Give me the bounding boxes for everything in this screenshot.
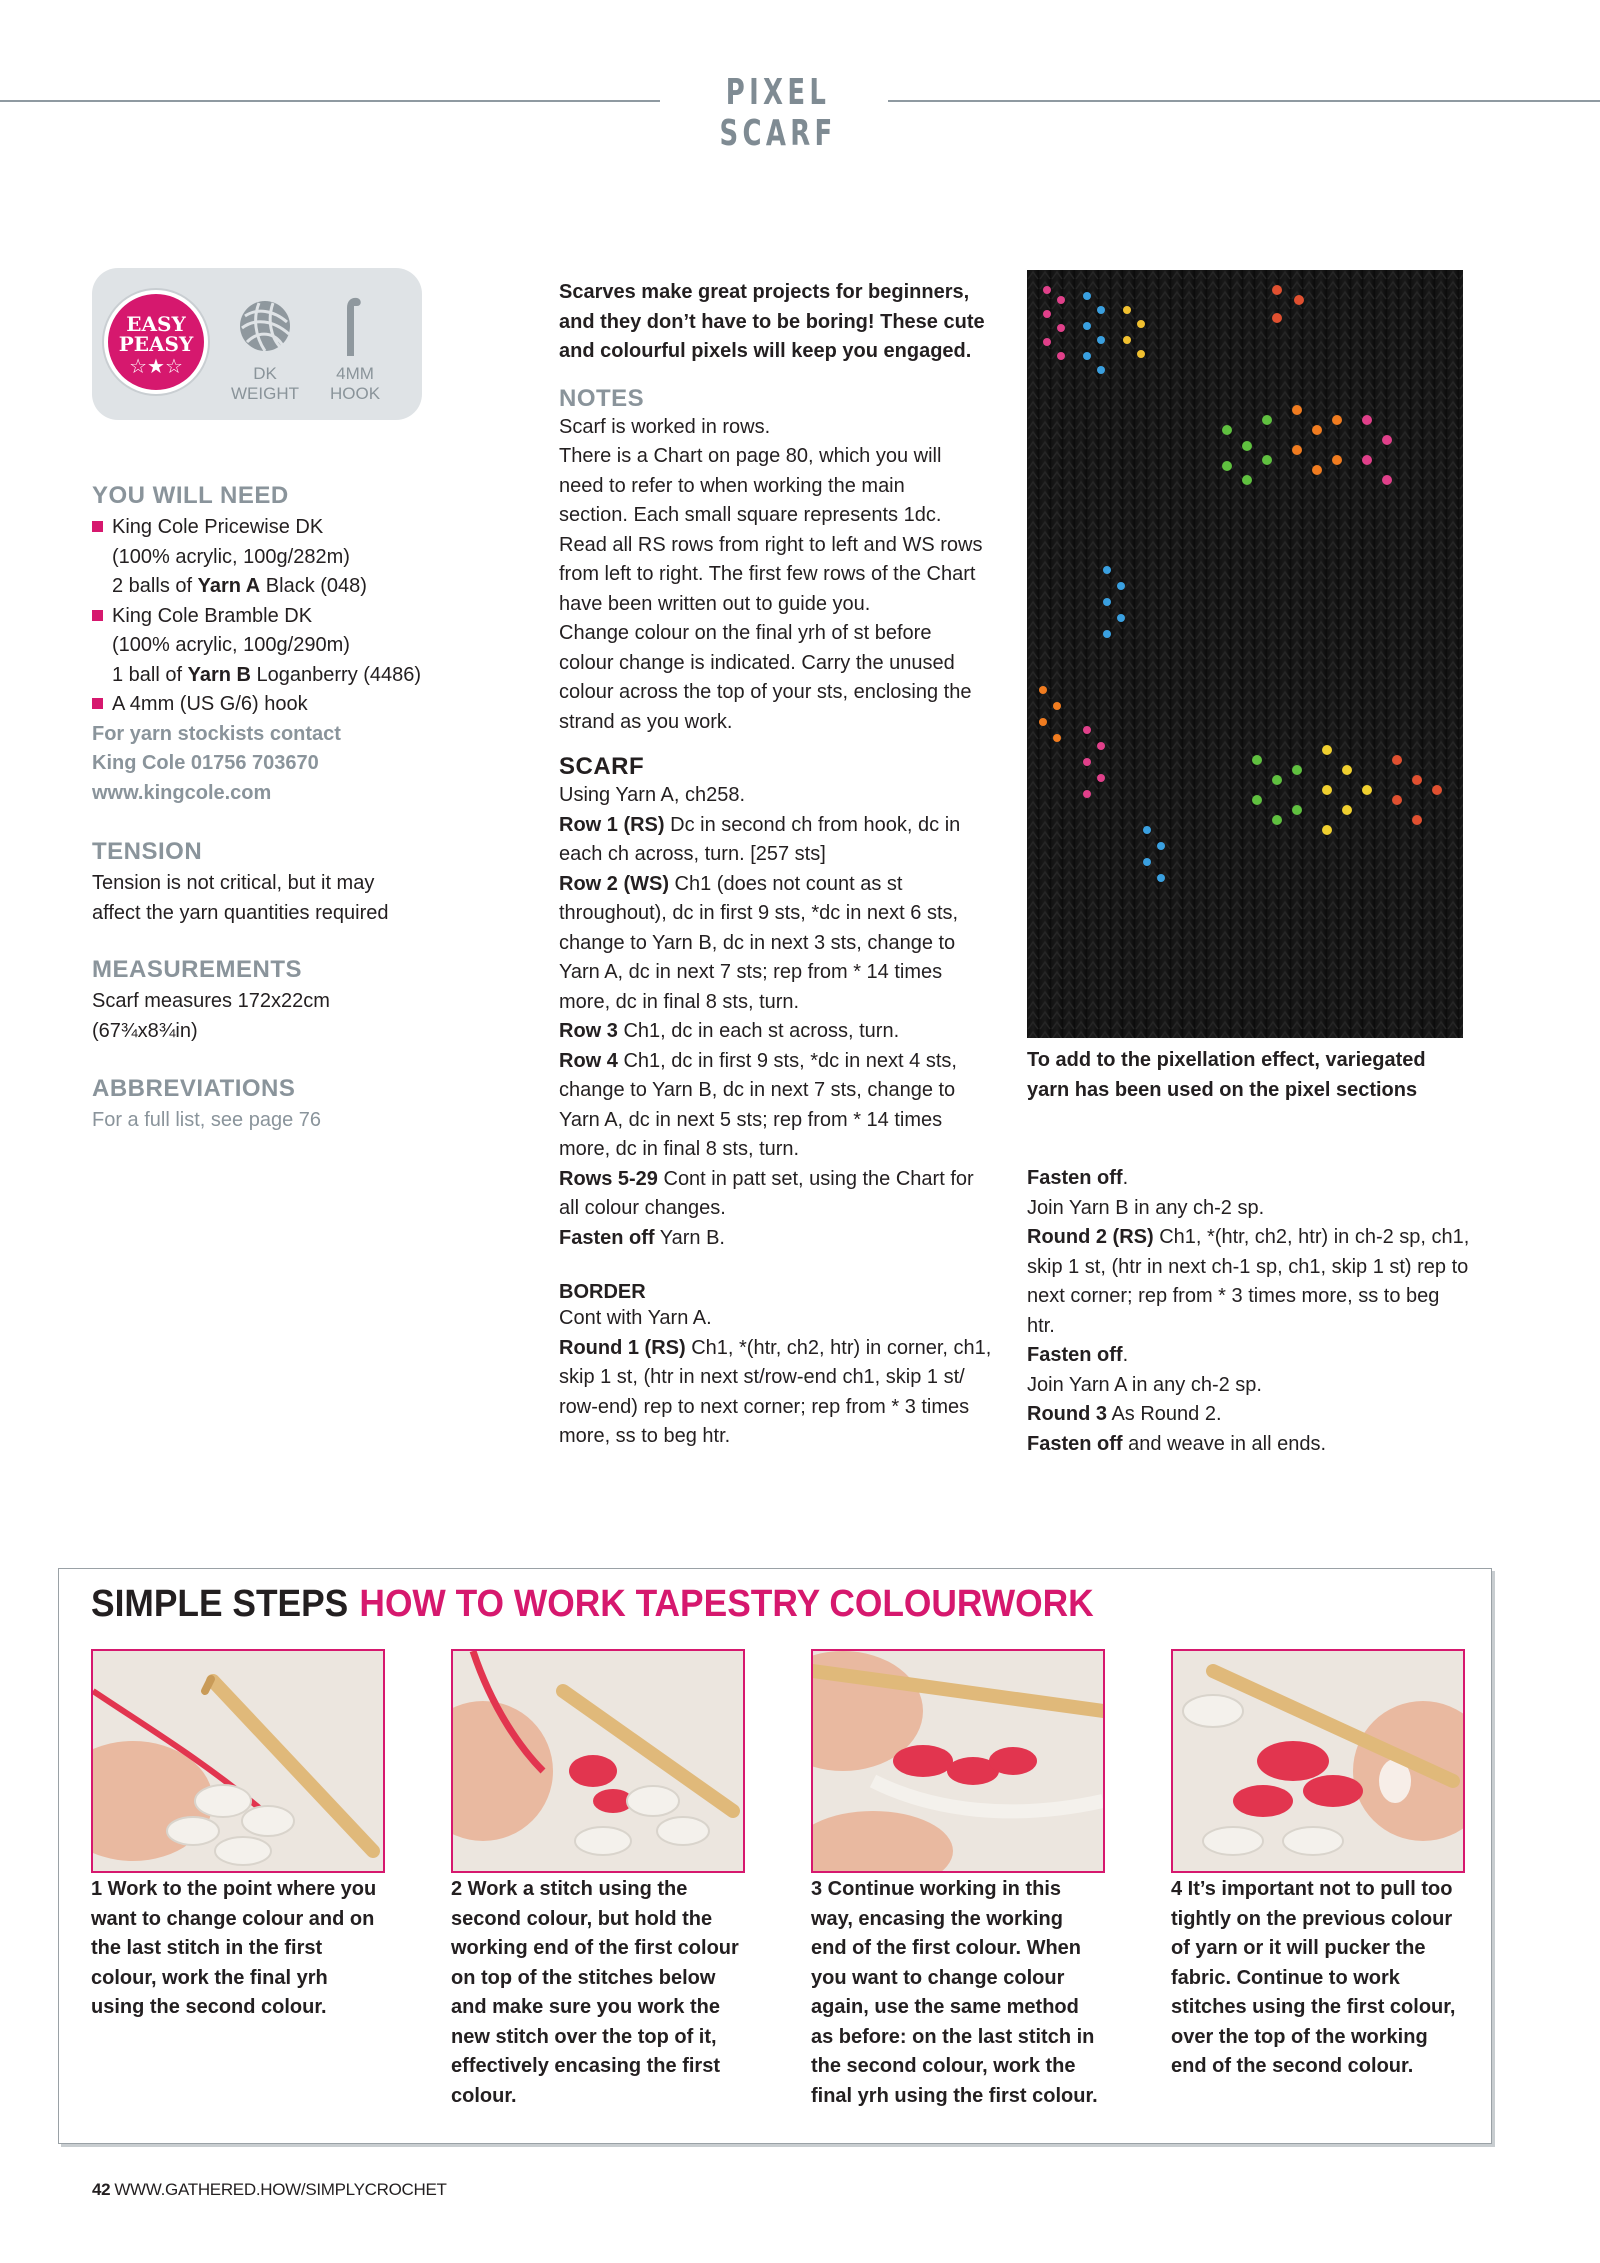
- step-line: you want to change colour: [811, 1966, 1065, 1989]
- step-2-text: [451, 1875, 751, 2111]
- step-line: of yarn or it will pucker the: [1171, 1937, 1426, 1959]
- step-line: [1171, 1875, 1471, 1905]
- difficulty-badge: [104, 290, 208, 394]
- step-line: tightly on the previous colour: [1171, 1907, 1453, 1930]
- item2-line3: [92, 661, 432, 691]
- row-text: Cont in patt set, using the Chart for: [657, 1167, 974, 1190]
- scarf-line: [559, 1047, 1009, 1077]
- step-line-text: Continue working in this: [822, 1878, 1062, 1900]
- notes-line: strand as you work.: [559, 710, 733, 733]
- border-line: [1027, 1164, 1477, 1194]
- notes-line: section. Each small square represents 1dc.: [559, 504, 942, 526]
- scarf-photo: [1027, 270, 1463, 1038]
- step-line: as before: on the last stitch in: [811, 2025, 1095, 2048]
- border-line: [1027, 1400, 1477, 1430]
- step-line: using the second colour.: [91, 1996, 327, 2018]
- measurements-heading: MEASUREMENTS: [92, 956, 303, 983]
- step-line: colour, work the final yrh: [91, 1966, 328, 1989]
- list-item: [92, 690, 432, 720]
- step-line: end of the first colour. When: [811, 1937, 1081, 1959]
- you-will-need-list: [92, 513, 432, 808]
- list-item: [92, 513, 432, 543]
- item1-line1: King Cole Pricewise DK: [112, 516, 324, 538]
- step-line: way, encasing the working: [811, 1907, 1063, 1930]
- step-line: [811, 1875, 1111, 1905]
- step-line: and make sure you work the: [451, 1996, 720, 2018]
- item2-colour: Loganberry (4486): [250, 663, 422, 686]
- scarf-line: [559, 870, 1009, 900]
- step-3-text: [811, 1875, 1111, 2111]
- border-line: Join Yarn B in any ch-2 sp.: [1027, 1196, 1265, 1219]
- row-label: Rows 5-29: [559, 1167, 658, 1190]
- simple-steps-subtitle: HOW TO WORK TAPESTRY COLOURWORK: [359, 1583, 1094, 1625]
- border-line: skip 1 st, (htr in next st/row-end ch1, skip 1 st/: [559, 1366, 965, 1388]
- scarf-line: change to Yarn B, dc in next 3 sts, change to: [559, 931, 956, 954]
- step-line-text: Work to the point where you: [102, 1878, 377, 1900]
- border-line: [1027, 1430, 1477, 1460]
- step-3-photo: [811, 1649, 1105, 1873]
- simple-steps-box: [58, 1568, 1492, 2144]
- item1-colour: Black (048): [260, 575, 367, 597]
- border-line: Cont with Yarn A.: [559, 1307, 712, 1329]
- hook-label-line1: 4MM: [336, 364, 374, 383]
- weight-label-line2: WEIGHT: [231, 384, 299, 403]
- border-continuation: [1027, 1164, 1477, 1459]
- list-item: [92, 602, 432, 632]
- scarf-line: Using Yarn A, ch258.: [559, 784, 746, 806]
- item3: A 4mm (US G/6) hook: [112, 693, 308, 715]
- weight-label: [220, 364, 310, 404]
- border-line: Join Yarn A in any ch-2 sp.: [1027, 1373, 1262, 1396]
- step-line: [91, 1875, 391, 1905]
- measurements-line2: (67¾x8¾in): [92, 1019, 198, 1042]
- round-text: and weave in all ends.: [1122, 1432, 1327, 1455]
- stockists-line2: King Cole 01756 703670: [92, 752, 319, 774]
- item1-yarn: Yarn A: [197, 575, 261, 597]
- step-line: the second colour, work the: [811, 2055, 1076, 2077]
- header-rule-left: [0, 100, 660, 102]
- round-label: Round 2 (RS): [1027, 1226, 1154, 1248]
- item2-line2: (100% acrylic, 100g/290m): [112, 634, 350, 656]
- header-rule-right: [888, 100, 1600, 102]
- step-line: again, use the same method: [811, 1996, 1079, 2018]
- crochet-hook-icon: [338, 294, 368, 358]
- scarf-instructions: [559, 781, 1009, 1253]
- scarf-line: Yarn A, dc in next 5 sts; rep from * 14 times: [559, 1108, 943, 1131]
- step-line: fabric. Continue to work: [1171, 1966, 1400, 1989]
- round-text: Ch1, *(htr, ch2, htr) in corner, ch1,: [685, 1336, 992, 1359]
- bullet-square-icon: [92, 698, 103, 709]
- item2-yarn: Yarn B: [187, 663, 251, 686]
- middle-column: [559, 278, 1009, 1452]
- step-number: 1: [91, 1878, 103, 1900]
- abbreviations-text: For a full list, see page 76: [92, 1109, 322, 1131]
- scarf-line: throughout), dc in first 9 sts, *dc in next 6 sts,: [559, 902, 959, 924]
- row-text: Ch1, dc in first 9 sts, *dc in next 4 sts,: [617, 1049, 957, 1072]
- row-label: Row 2 (WS): [559, 872, 669, 895]
- item1-line2: (100% acrylic, 100g/282m): [112, 545, 350, 568]
- abbreviations-heading: ABBREVIATIONS: [92, 1075, 296, 1102]
- border-line: htr.: [1027, 1314, 1055, 1337]
- you-will-need-heading: YOU WILL NEED: [92, 482, 289, 509]
- step-number: 2: [451, 1878, 463, 1900]
- step-4-photo-art: [1173, 1651, 1463, 1871]
- border-line: [1027, 1341, 1477, 1371]
- step-line: the last stitch in the first: [91, 1937, 323, 1959]
- fasten-off-label: Fasten off: [1027, 1344, 1123, 1366]
- item1-qty: 2 balls of: [112, 575, 198, 597]
- scarf-line: [559, 811, 1009, 841]
- scarf-photo-art: [1027, 270, 1463, 1038]
- round-text: .: [1122, 1167, 1129, 1189]
- notes-line: colour across the top of your sts, enclosing the: [559, 681, 972, 703]
- step-line: end of the second colour.: [1171, 2055, 1414, 2077]
- border-instructions: [559, 1304, 1009, 1452]
- notes-line: Change colour on the final yrh of st before: [559, 622, 932, 644]
- row-text: Yarn B.: [654, 1226, 725, 1249]
- round-label: Round 1 (RS): [559, 1336, 686, 1359]
- hook-label: [310, 364, 400, 404]
- step-4-photo: [1171, 1649, 1465, 1873]
- step-line: new stitch over the top of it,: [451, 2025, 717, 2048]
- step-line: want to change colour and on: [91, 1907, 375, 1930]
- caption-line2: yarn has been used on the pixel sections: [1027, 1078, 1418, 1101]
- border-line: more, ss to beg htr.: [559, 1425, 731, 1447]
- item2-qty: 1 ball of: [112, 663, 188, 686]
- row-text: Ch1, dc in each st across, turn.: [617, 1020, 900, 1042]
- notes-heading: NOTES: [559, 384, 645, 412]
- page-footer: [92, 2180, 447, 2200]
- intro-line2: and they don’t have to be boring! These cute: [559, 310, 985, 333]
- border-line: next corner; rep from * 3 times more, ss to beg: [1027, 1285, 1440, 1307]
- row-text: Ch1 (does not count as st: [669, 872, 903, 895]
- scarf-line: [559, 1017, 1009, 1047]
- row-text: Dc in second ch from hook, dc in: [664, 813, 961, 836]
- measurements-line1: Scarf measures 172x22cm: [92, 990, 330, 1012]
- step-line: over the top of the working: [1171, 2025, 1428, 2048]
- bullet-square-icon: [92, 521, 103, 532]
- fasten-off-label: Fasten off: [1027, 1167, 1123, 1189]
- notes-line: from left to right. The first few rows of the Chart: [559, 563, 976, 585]
- intro-text: [559, 278, 1009, 367]
- step-2-photo: [451, 1649, 745, 1873]
- row-label: Row 4: [559, 1049, 618, 1072]
- step-line: stitches using the first colour,: [1171, 1996, 1456, 2018]
- step-line: final yrh using the first colour.: [811, 2084, 1098, 2107]
- step-3-photo-art: [813, 1651, 1103, 1871]
- step-1-photo-art: [93, 1651, 383, 1871]
- simple-steps-title: [91, 1583, 1094, 1626]
- hook-label-line2: HOOK: [329, 384, 381, 403]
- notes-text: [559, 413, 1009, 738]
- step-1-photo: [91, 1649, 385, 1873]
- weight-label-line1: DK: [253, 364, 277, 383]
- tension-text: [92, 869, 432, 928]
- notes-line: colour change is indicated. Carry the unused: [559, 651, 955, 674]
- scarf-line: [559, 1165, 1009, 1195]
- scarf-line: more, dc in final 8 sts, turn.: [559, 1138, 800, 1160]
- item2-line1: King Cole Bramble DK: [112, 604, 313, 627]
- border-heading: BORDER: [559, 1281, 646, 1303]
- border-line: [559, 1334, 1009, 1364]
- skill-badge: [92, 268, 422, 420]
- step-line-text: It’s important not to pull too: [1182, 1878, 1453, 1900]
- scarf-line: change to Yarn B, dc in next 7 sts, change to: [559, 1079, 956, 1101]
- item1-line3: [92, 572, 432, 602]
- step-number: 3: [811, 1878, 823, 1900]
- round-text: As Round 2.: [1107, 1403, 1222, 1425]
- page-number: 42: [92, 2180, 111, 2199]
- step-4-text: [1171, 1875, 1471, 2082]
- round-text: Ch1, *(htr, ch2, htr) in ch-2 sp, ch1,: [1153, 1226, 1470, 1248]
- step-line: working end of the first colour: [451, 1937, 739, 1959]
- border-line: row-end) rep to next corner; rep from * 3 times: [559, 1395, 970, 1418]
- scarf-line: more, dc in final 8 sts, turn.: [559, 990, 800, 1013]
- difficulty-line2: PEASY: [118, 332, 194, 356]
- difficulty-line1: EASY: [126, 312, 186, 336]
- border-line: skip 1 st, (htr in next ch-1 sp, ch1, skip 1 st) rep to: [1027, 1255, 1469, 1278]
- step-2-photo-art: [453, 1651, 743, 1871]
- step-line: colour.: [451, 2084, 517, 2107]
- scarf-line: [559, 1224, 1009, 1254]
- photo-caption: [1027, 1046, 1467, 1105]
- step-line: [451, 1875, 751, 1905]
- scarf-line: all colour changes.: [559, 1197, 726, 1219]
- stockists-line1: For yarn stockists contact: [92, 722, 341, 745]
- notes-line: There is a Chart on page 80, which you will: [559, 445, 942, 467]
- scarf-line: each ch across, turn. [257 sts]: [559, 843, 826, 865]
- notes-line: Read all RS rows from right to left and WS rows: [559, 533, 983, 556]
- step-line-text: Work a stitch using the: [462, 1878, 688, 1900]
- simple-steps-label: SIMPLE STEPS: [91, 1583, 349, 1625]
- stockists-link[interactable]: www.kingcole.com: [92, 781, 272, 804]
- row-label: Row 3: [559, 1020, 618, 1042]
- page-title: PIXEL SCARF: [719, 72, 837, 154]
- intro-line3: and colourful pixels will keep you engaged.: [559, 340, 972, 362]
- step-1-text: [91, 1875, 391, 2023]
- notes-line: have been written out to guide you.: [559, 592, 871, 615]
- notes-line: Scarf is worked in rows.: [559, 415, 771, 438]
- fasten-off-label: Fasten off: [1027, 1432, 1123, 1455]
- round-label: Round 3: [1027, 1403, 1107, 1425]
- footer-url[interactable]: WWW.GATHERED.HOW/SIMPLYCROCHET: [114, 2180, 447, 2199]
- row-label: Fasten off: [559, 1226, 655, 1249]
- step-line: effectively encasing the first: [451, 2055, 720, 2077]
- step-number: 4: [1171, 1878, 1183, 1900]
- caption-line1: To add to the pixellation effect, variegated: [1027, 1049, 1426, 1071]
- tension-line1: Tension is not critical, but it may: [92, 872, 375, 894]
- bullet-square-icon: [92, 610, 103, 621]
- row-label: Row 1 (RS): [559, 813, 665, 836]
- tension-line2: affect the yarn quantities required: [92, 901, 389, 924]
- difficulty-stars: ☆★☆: [129, 354, 183, 378]
- scarf-line: Yarn A, dc in next 7 sts; rep from * 14 times: [559, 961, 943, 983]
- border-line: [1027, 1223, 1477, 1253]
- intro-line1: Scarves make great projects for beginners,: [559, 281, 970, 303]
- tension-heading: TENSION: [92, 838, 203, 865]
- step-line: on top of the stitches below: [451, 1966, 716, 1989]
- notes-line: need to refer to when working the main: [559, 474, 905, 497]
- scarf-heading: SCARF: [559, 753, 645, 780]
- step-line: second colour, but hold the: [451, 1907, 713, 1930]
- measurements-text: [92, 987, 432, 1046]
- round-text: .: [1122, 1344, 1129, 1366]
- yarn-ball-icon: [237, 298, 293, 354]
